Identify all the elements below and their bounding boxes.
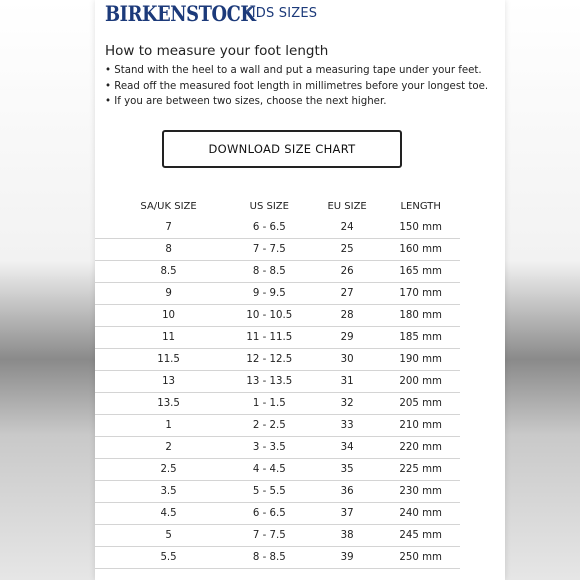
cell-length: 160 mm [382, 239, 460, 261]
section-title: KIDS SIZES [243, 5, 318, 21]
table-row [95, 437, 505, 459]
cell-us-size: 7 - 7.5 [226, 239, 312, 261]
cell-length: 205 mm [382, 393, 460, 415]
table-row [95, 283, 505, 305]
cell-length: 220 mm [382, 437, 460, 459]
column-header-eu: EU SIZE [327, 200, 367, 212]
cell-eu-size: 30 [312, 349, 381, 371]
table-header-row [95, 195, 505, 217]
cell-eu-size: 33 [312, 415, 381, 437]
cell-us-size: 13 - 13.5 [226, 371, 312, 393]
table-row [95, 459, 505, 481]
brand-logo[interactable]: BIRKENSTOCK [105, 0, 256, 26]
cell-sa-uk-size: 7 [95, 217, 226, 239]
cell-length: 240 mm [382, 503, 460, 525]
table-row [95, 481, 505, 503]
cell-eu-size: 26 [312, 261, 381, 283]
measure-instructions [105, 63, 488, 110]
table-spacer [460, 415, 505, 437]
cell-us-size: 7 - 7.5 [226, 525, 312, 547]
cell-sa-uk-size: 5.5 [95, 547, 226, 569]
cell-length: 165 mm [382, 261, 460, 283]
column-header-us: US SIZE [249, 200, 289, 212]
table-spacer [460, 261, 505, 283]
table-row [95, 305, 505, 327]
table-spacer [460, 393, 505, 415]
table-spacer [460, 547, 505, 569]
table-spacer [460, 327, 505, 349]
cell-length: 170 mm [382, 283, 460, 305]
cell-eu-size: 36 [312, 481, 381, 503]
cell-us-size: 5 - 5.5 [226, 481, 312, 503]
cell-sa-uk-size: 3.5 [95, 481, 226, 503]
instruction-item: • Read off the measured foot length in millimetres before your longest toe. [105, 80, 489, 92]
cell-us-size: 4 - 4.5 [226, 459, 312, 481]
cell-us-size: 2 - 2.5 [226, 415, 312, 437]
cell-eu-size: 38 [312, 525, 381, 547]
size-table [95, 195, 505, 569]
table-spacer [460, 217, 505, 239]
cell-us-size: 3 - 3.5 [226, 437, 312, 459]
table-row [95, 393, 505, 415]
cell-us-size: 1 - 1.5 [226, 393, 312, 415]
cell-us-size: 6 - 6.5 [226, 503, 312, 525]
table-spacer [460, 239, 505, 261]
cell-eu-size: 25 [312, 239, 381, 261]
cell-eu-size: 34 [312, 437, 381, 459]
cell-eu-size: 24 [312, 217, 381, 239]
cell-eu-size: 31 [312, 371, 381, 393]
table-row [95, 525, 505, 547]
table-row [95, 371, 505, 393]
cell-sa-uk-size: 2 [95, 437, 226, 459]
table-spacer [460, 459, 505, 481]
cell-sa-uk-size: 1 [95, 415, 226, 437]
cell-sa-uk-size: 5 [95, 525, 226, 547]
cell-sa-uk-size: 4.5 [95, 503, 226, 525]
cell-length: 230 mm [382, 481, 460, 503]
cell-eu-size: 39 [312, 547, 381, 569]
instruction-item: • Stand with the heel to a wall and put a measuring tape under your feet. [105, 65, 482, 76]
cell-eu-size: 29 [312, 327, 381, 349]
cell-eu-size: 35 [312, 459, 381, 481]
cell-us-size: 9 - 9.5 [226, 283, 312, 305]
brand-header [105, 0, 317, 26]
cell-length: 150 mm [382, 217, 460, 239]
cell-us-size: 11 - 11.5 [226, 327, 312, 349]
cell-us-size: 8 - 8.5 [226, 547, 312, 569]
cell-sa-uk-size: 13.5 [95, 393, 226, 415]
column-header-sa-uk: SA/UK SIZE [140, 200, 197, 212]
cell-length: 250 mm [382, 547, 460, 569]
table-row [95, 239, 505, 261]
cell-length: 180 mm [382, 305, 460, 327]
cell-eu-size: 37 [312, 503, 381, 525]
table-spacer [460, 283, 505, 305]
table-row [95, 327, 505, 349]
cell-length: 190 mm [382, 349, 460, 371]
cell-sa-uk-size: 10 [95, 305, 226, 327]
cell-us-size: 10 - 10.5 [226, 305, 312, 327]
download-size-chart-button[interactable]: DOWNLOAD SIZE CHART [162, 130, 402, 168]
column-header-length: LENGTH [400, 200, 441, 212]
cell-sa-uk-size: 8.5 [95, 261, 226, 283]
measure-heading: How to measure your foot length [105, 43, 329, 59]
table-spacer [460, 437, 505, 459]
cell-length: 185 mm [382, 327, 460, 349]
table-spacer [460, 503, 505, 525]
table-spacer [460, 305, 505, 327]
cell-sa-uk-size: 13 [95, 371, 226, 393]
table-spacer [460, 525, 505, 547]
cell-sa-uk-size: 9 [95, 283, 226, 305]
cell-eu-size: 28 [312, 305, 381, 327]
cell-length: 225 mm [382, 459, 460, 481]
table-row [95, 349, 505, 371]
table-spacer [460, 349, 505, 371]
table-row [95, 503, 505, 525]
cell-length: 200 mm [382, 371, 460, 393]
table-spacer [460, 481, 505, 503]
cell-sa-uk-size: 8 [95, 239, 226, 261]
cell-sa-uk-size: 11 [95, 327, 226, 349]
cell-us-size: 6 - 6.5 [226, 217, 312, 239]
cell-sa-uk-size: 11.5 [95, 349, 226, 371]
cell-eu-size: 32 [312, 393, 381, 415]
table-row [95, 261, 505, 283]
instruction-item: • If you are between two sizes, choose the next higher. [105, 96, 387, 107]
size-guide-sheet [95, 0, 505, 580]
cell-sa-uk-size: 2.5 [95, 459, 226, 481]
cell-length: 210 mm [382, 415, 460, 437]
table-body [95, 217, 505, 569]
table-spacer [460, 195, 505, 217]
cell-eu-size: 27 [312, 283, 381, 305]
table-row [95, 547, 505, 569]
table-row [95, 415, 505, 437]
cell-us-size: 12 - 12.5 [226, 349, 312, 371]
table-spacer [460, 371, 505, 393]
table-row [95, 217, 505, 239]
cell-length: 245 mm [382, 525, 460, 547]
cell-us-size: 8 - 8.5 [226, 261, 312, 283]
